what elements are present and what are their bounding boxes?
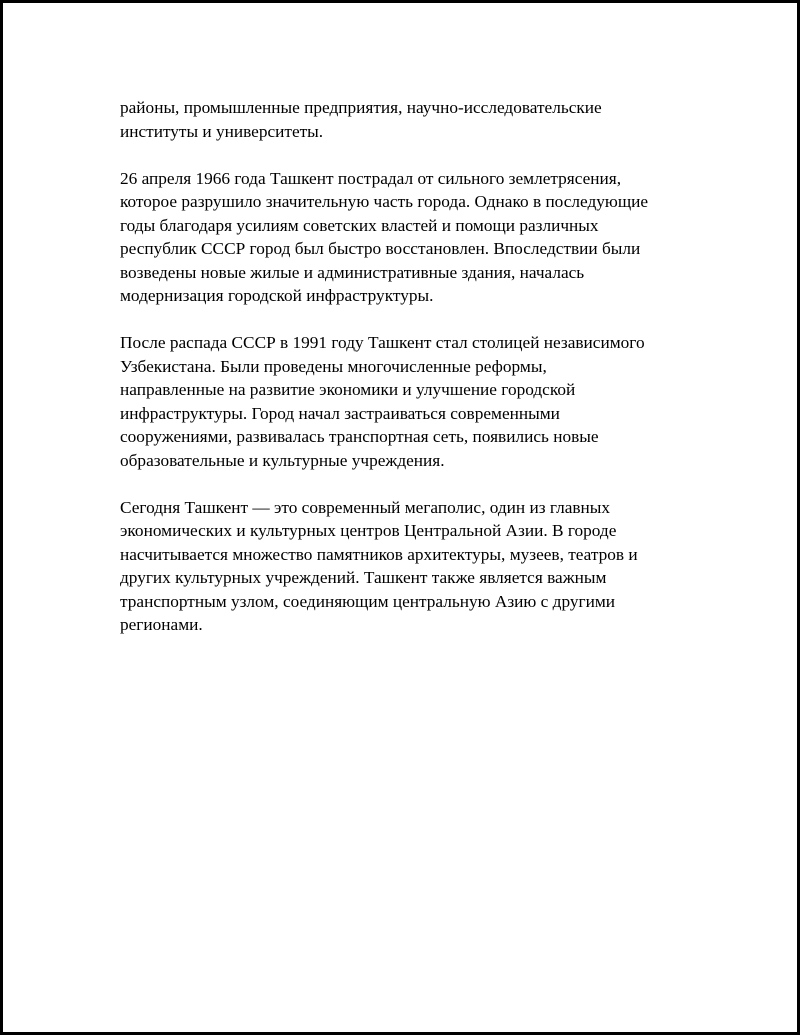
paragraph: [120, 331, 695, 472]
text-line: регионами.: [120, 615, 203, 634]
text-line: 26 апреля 1966 года Ташкент пострадал от сильного землетрясения,: [120, 168, 622, 188]
text-line: направленные на развитие экономики и улучшение городской: [120, 380, 576, 399]
text-line: модернизация городской инфраструктуры.: [120, 286, 434, 305]
text-line: экономических и культурных центров Центральной Азии. В городе: [120, 521, 617, 540]
text-line: которое разрушило значительную часть города. Однако в последующие: [120, 192, 649, 211]
text-line: республик СССР город был быстро восстановлен. Впоследствии были: [120, 239, 641, 258]
text-line: годы благодаря усилиям советских властей и помощи различных: [120, 215, 599, 235]
paragraph: [120, 167, 695, 308]
text-line: транспортным узлом, соединяющим центральную Азию с другими: [120, 591, 616, 611]
text-line: других культурных учреждений. Ташкент также является важным: [120, 568, 607, 587]
text-line: институты и университеты.: [120, 121, 324, 141]
paragraph: [120, 96, 695, 143]
text-line: После распада СССР в 1991 году Ташкент стал столицей независимого: [120, 333, 645, 352]
document-body: [120, 96, 695, 660]
text-line: Узбекистана. Были проведены многочисленные реформы,: [120, 356, 547, 376]
text-line: насчитывается множество памятников архитектуры, музеев, театров и: [120, 544, 638, 564]
paragraph: [120, 496, 695, 637]
text-line: сооружениями, развивалась транспортная сеть, появились новые: [120, 427, 599, 446]
text-line: районы, промышленные предприятия, научно-исследовательские: [120, 98, 602, 117]
text-line: возведены новые жилые и административные здания, началась: [120, 262, 585, 282]
text-line: инфраструктуры. Город начал застраиваться современными: [120, 403, 560, 423]
text-line: образовательные и культурные учреждения.: [120, 450, 445, 470]
text-line: Сегодня Ташкент — это современный мегаполис, один из главных: [120, 497, 611, 517]
